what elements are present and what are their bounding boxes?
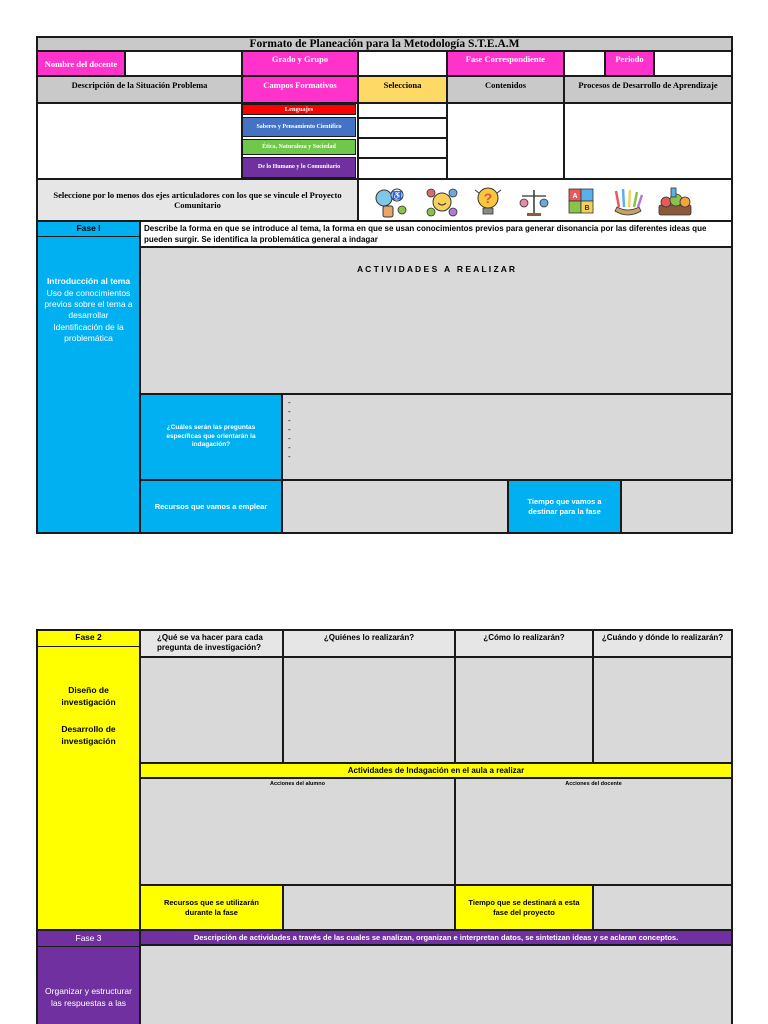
contenidos-field[interactable] [447, 103, 564, 179]
fase1-side-title: Introducción al tema [46, 276, 131, 286]
campo-etica: Ética, Naturaleza y Sociedad [242, 139, 356, 155]
fase2-col1-header: ¿Qué se va hacer para cada pregunta de investigación? [140, 630, 283, 657]
fase2-side-title-1: Diseño de investigación [61, 685, 116, 707]
descripcion-field[interactable] [37, 103, 242, 179]
descripcion-header: Descripción de la Situación Problema [37, 76, 242, 103]
fase2-side-title-2: Desarrollo de investigación [61, 724, 116, 746]
grado-grupo-label: Grado y Grupo [242, 51, 358, 76]
campo-saberes: Saberes y Pensamiento Científico [242, 117, 356, 137]
fase2-acciones-alumno-label: Acciones del alumno [269, 781, 325, 787]
fase3-description: Descripción de actividades a través de las cuales se analizan, organizan e interpretan datos, se sintetizan ideas y se aclaran conceptos. [140, 930, 732, 945]
reading-writing-icon[interactable] [565, 185, 597, 218]
healthy-living-icon[interactable] [657, 185, 693, 218]
grado-grupo-field[interactable] [358, 51, 447, 76]
fase1-dash-6: - [288, 443, 291, 452]
fase3-label-divider [37, 946, 140, 947]
periodo-label: Periodo [605, 51, 654, 76]
fase1-dash-1: - [288, 398, 291, 407]
periodo-field[interactable] [654, 51, 732, 76]
fase1-sidebar [37, 221, 140, 533]
fase2-col1-field[interactable] [140, 657, 283, 763]
selecciona-humano[interactable] [358, 158, 447, 179]
fase1-dash-3: - [288, 416, 291, 425]
fase2-label: Fase 2 [75, 632, 102, 643]
fase1-label: Fase I [76, 223, 101, 234]
campo-humano: De lo Humano y lo Comunitario [242, 157, 356, 178]
selecciona-lenguajes[interactable] [358, 103, 447, 118]
fase1-dash-7: - [288, 452, 291, 461]
svg-text:♿: ♿ [392, 191, 402, 200]
fase2-col3-header: ¿Cómo lo realizarán? [455, 630, 593, 657]
fase2-tiempo-label: Tiempo que se destinará a esta fase del proyecto [455, 885, 593, 930]
fase1-tiempo-field[interactable] [621, 480, 732, 533]
svg-text:?: ? [483, 190, 493, 206]
procesos-header: Procesos de Desarrollo de Aprendizaje [564, 76, 732, 103]
fase3-side-text: Organizar y estructurar las respuestas a las [45, 986, 132, 1008]
fase3-field[interactable] [140, 945, 732, 1024]
fase2-actividades-bar: Actividades de Indagación en el aula a realizar [140, 763, 732, 778]
nombre-docente-label: Nombre del docente [37, 51, 125, 76]
fase-correspondiente-field[interactable] [564, 51, 605, 76]
fase2-sidebar [37, 630, 140, 930]
ejes-label: Seleccione por lo menos dos ejes articuladores con los que se vincule el Proyecto Comunitario [37, 179, 358, 221]
critical-thinking-icon[interactable] [473, 184, 503, 218]
arts-icon[interactable] [611, 185, 645, 218]
fase1-label-divider [37, 236, 140, 237]
fase2-col2-header: ¿Quiénes lo realizarán? [283, 630, 455, 657]
inclusion-icon[interactable] [373, 186, 407, 218]
fase2-acciones-docente-label: Acciones del docente [565, 781, 622, 787]
fase2-recursos-label: Recursos que se utilizarán durante la fase [140, 885, 283, 930]
fase1-preguntas-field[interactable] [282, 394, 732, 480]
fase1-recursos-label: Recursos que vamos a emplear [140, 480, 282, 533]
fase-correspondiente-label: Fase Correspondiente [447, 51, 564, 76]
fase2-label-divider [37, 646, 140, 647]
fase1-dash-4: - [288, 425, 291, 434]
selecciona-header: Selecciona [358, 76, 447, 103]
svg-text:B: B [584, 205, 590, 212]
fase2-tiempo-field[interactable] [593, 885, 732, 930]
fase2-col2-field[interactable] [283, 657, 455, 763]
fase1-dash-2: - [288, 407, 291, 416]
fase1-actividades-title: A C T I V I D A D E S A R E A L I Z A R [356, 264, 516, 274]
fase1-recursos-field[interactable] [282, 480, 508, 533]
procesos-field[interactable] [564, 103, 732, 179]
fase2-col3-field[interactable] [455, 657, 593, 763]
fase3-label: Fase 3 [75, 933, 102, 943]
fase2-acciones-docente-field[interactable] [455, 778, 732, 885]
fase1-preguntas-label: ¿Cuáles serán las preguntas específicas que orientarán la indagación? [140, 394, 282, 480]
fase1-dash-5: - [288, 434, 291, 443]
fase1-side-text: Uso de conocimientos previos sobre el tema a desarrollar Identificación de la problemática [44, 288, 133, 343]
fase2-col4-field[interactable] [593, 657, 732, 763]
fase1-description: Describe la forma en que se introduce al tema, la forma en que se usan conocimientos previos para generar disonancia por las diferentes ideas que pueden surgir. Se identifica la problemática general a indagar [140, 221, 732, 247]
selecciona-etica[interactable] [358, 138, 447, 158]
gender-equality-icon[interactable] [517, 186, 551, 218]
nombre-docente-field[interactable] [125, 51, 242, 76]
fase2-col4-header: ¿Cuándo y dónde lo realizarán? [593, 630, 732, 657]
fase2-acciones-alumno-field[interactable] [140, 778, 455, 885]
form-title: Formato de Planeación para la Metodología S.T.E.A.M [37, 37, 732, 51]
svg-text:A: A [572, 193, 578, 200]
fase3-sidebar [37, 930, 140, 1024]
campo-lenguajes: Lenguajes [242, 104, 356, 115]
selecciona-saberes[interactable] [358, 118, 447, 138]
fase2-recursos-field[interactable] [283, 885, 455, 930]
campos-header: Campos Formativos [242, 76, 358, 103]
contenidos-header: Contenidos [447, 76, 564, 103]
ejes-icons-area [358, 179, 732, 221]
fase1-tiempo-label: Tiempo que vamos a destinar para la fase [508, 480, 621, 533]
interculturality-icon[interactable] [425, 185, 459, 218]
